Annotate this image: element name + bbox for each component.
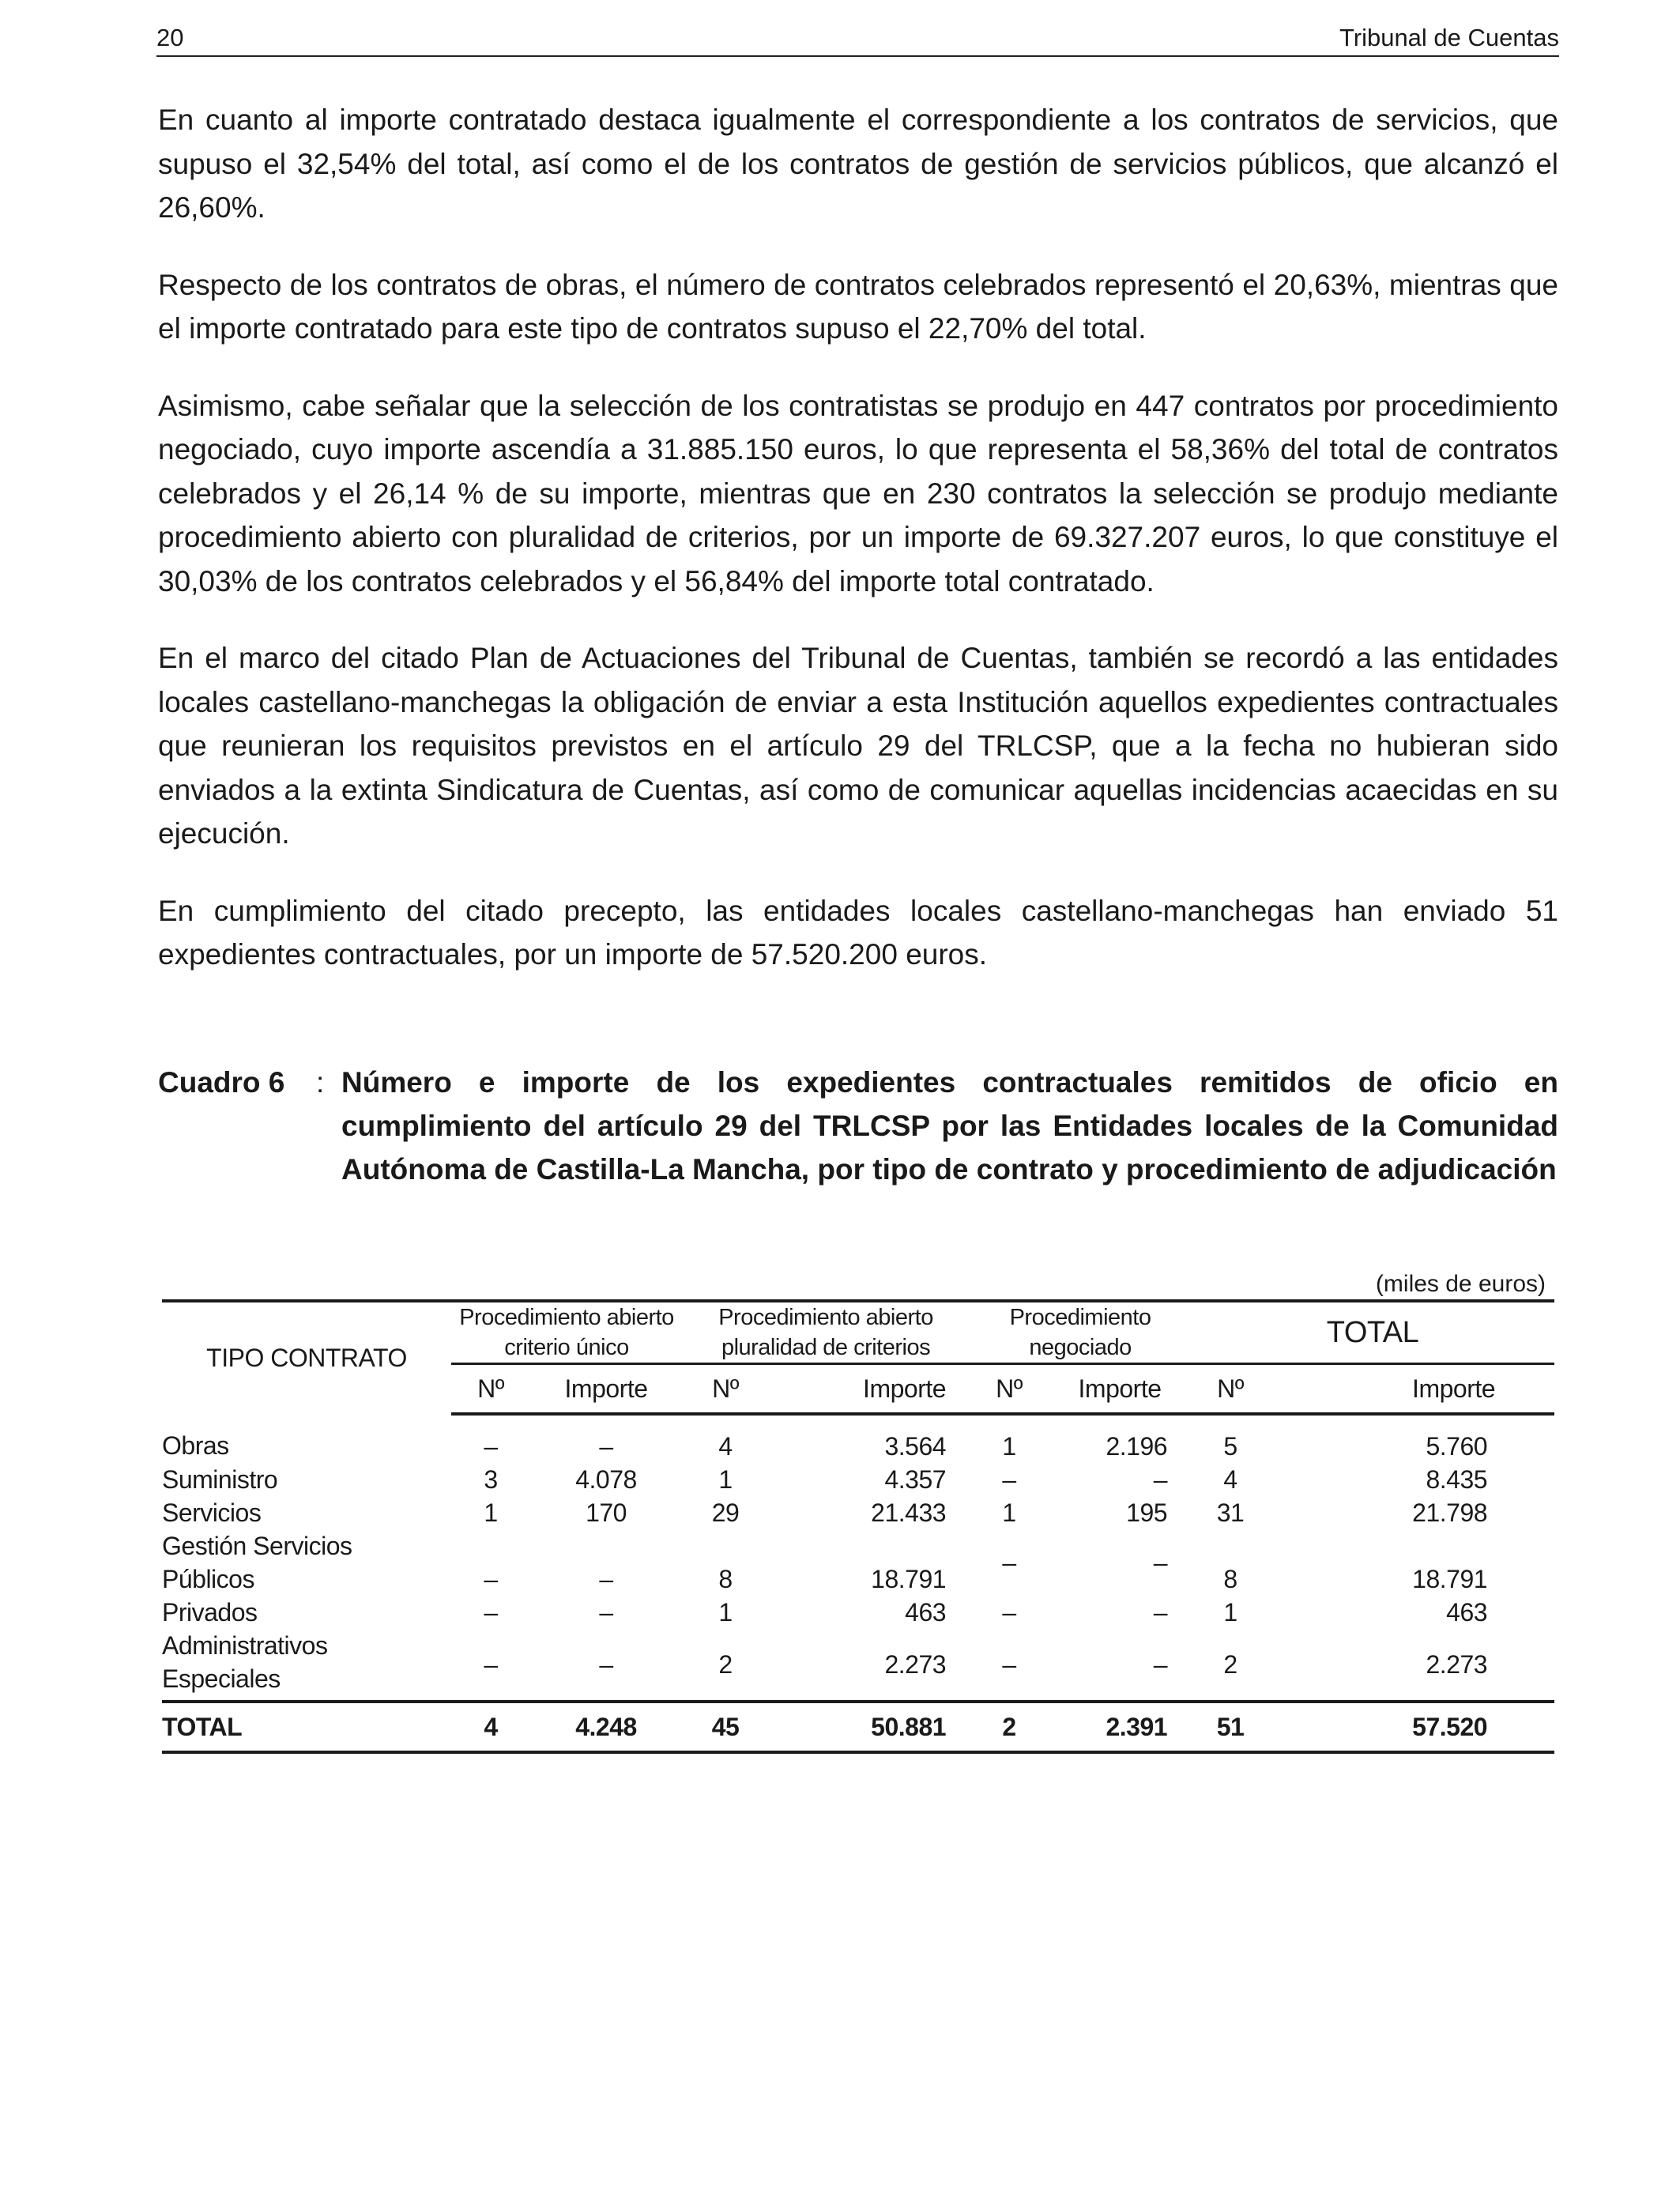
col-n: Nº (1191, 1364, 1270, 1415)
cell: 2 (718, 1650, 733, 1679)
row-label-line: Públicos (162, 1565, 254, 1593)
cell: 51 (1191, 1702, 1270, 1752)
cell: 18.791 (871, 1565, 947, 1593)
col-importe: Importe (530, 1364, 682, 1415)
paragraph: Asimismo, cabe señalar que la selección de los contratistas se produjo en 447 contratos por procedimiento negociado, cuyo importe ascendía a 31.885.150 euros, lo que representa el 58,36% del total de contratos celebrados y el 26,14 % de su importe, mientras que en 230 contratos la selección se produjo mediante procedimiento abierto con pluralidad de criterios, por un importe de 69.327.207 euros, lo que constituye el 30,03% de los contratos celebrados y el 56,84% del importe total contratado. (158, 389, 1558, 598)
cell: – (1002, 1598, 1016, 1627)
row-label (162, 1529, 451, 1596)
col-importe: Importe (1049, 1364, 1191, 1415)
cell: 3.564 (884, 1432, 947, 1461)
page-header (156, 21, 1559, 57)
table-row (162, 1414, 1554, 1463)
row-label-line: Especiales (162, 1664, 281, 1693)
cell: 4.078 (575, 1465, 637, 1494)
cell: – (484, 1565, 498, 1593)
cell: 195 (1126, 1498, 1168, 1527)
table-row (162, 1463, 1554, 1496)
cell: – (1153, 1598, 1168, 1627)
total-group-header: TOTAL (1191, 1301, 1554, 1364)
cell: 31 (1216, 1498, 1245, 1527)
group-header-negociado (970, 1301, 1191, 1364)
cell: 2.196 (1106, 1432, 1168, 1461)
paragraph: En el marco del citado Plan de Actuaciones del Tribunal de Cuentas, también se recordó a las entidades locales castellano-manchegas la obligación de enviar a esta Institución aquellos expedientes contractuales que reunieran los requisitos previstos en el artículo 29 del TRLCSP, que a la fecha no hubieran sido enviados a la extinta Sindicatura de Cuentas, así como de comunicar aquellas incidencias acaecidas en su ejecución. (158, 642, 1558, 850)
cell: 21.433 (871, 1498, 947, 1527)
caption-text: Número e importe de los expedientes contractuales remitidos de oficio en cumplimiento del artículo 29 del TRLCSP por las Entidades locales de la Comunidad Autónoma de Castilla-La Mancha, por tipo de contrato y procedimiento de adjudicación (341, 1066, 1558, 1186)
cell: – (1002, 1650, 1016, 1679)
cell: – (1002, 1465, 1016, 1494)
cell: 170 (586, 1498, 627, 1527)
cell: 2 (970, 1702, 1049, 1752)
row-label (162, 1629, 451, 1702)
cell: 2.391 (1049, 1702, 1191, 1752)
cell: 5.760 (1426, 1432, 1488, 1461)
cell: – (599, 1565, 613, 1593)
cell: 4 (1223, 1465, 1237, 1494)
cell: – (599, 1650, 613, 1679)
cell: – (599, 1598, 613, 1627)
group-header-abierto-pluralidad (682, 1301, 970, 1364)
table-row (162, 1629, 1554, 1702)
cell: 4 (451, 1702, 530, 1752)
contracts-table (162, 1299, 1554, 1754)
group-header-abierto-unico (451, 1301, 682, 1364)
row-label-line: Administrativos (162, 1631, 328, 1660)
cell: – (484, 1598, 498, 1627)
cell: 2 (1223, 1650, 1237, 1679)
group-line: Procedimiento (1009, 1305, 1151, 1330)
col-n: Nº (682, 1364, 769, 1415)
cell: 21.798 (1412, 1498, 1488, 1527)
caption-colon: : (316, 1066, 325, 1099)
cell: – (1002, 1548, 1016, 1577)
row-label: Suministro (162, 1465, 278, 1494)
cell: 29 (711, 1498, 740, 1527)
table-row (162, 1496, 1554, 1529)
group-line: Procedimiento abierto (459, 1305, 674, 1330)
cell: 1 (718, 1598, 733, 1627)
tipo-contrato-header: TIPO CONTRATO (162, 1301, 451, 1414)
cell: 463 (1446, 1598, 1488, 1627)
cell: 5 (1223, 1432, 1237, 1461)
cell: 463 (905, 1598, 947, 1627)
cell: 3 (484, 1465, 498, 1494)
cell: 45 (682, 1702, 769, 1752)
table-row (162, 1529, 1554, 1596)
total-row-label: TOTAL (162, 1702, 451, 1752)
cell: 1 (1002, 1498, 1016, 1527)
col-importe: Importe (769, 1364, 970, 1415)
cell: 4 (718, 1432, 733, 1461)
table-caption (158, 1061, 1558, 1191)
total-row (162, 1702, 1554, 1752)
cell: 1 (484, 1498, 498, 1527)
caption-label: Cuadro 6 (158, 1066, 285, 1099)
group-line: negociado (1029, 1335, 1132, 1360)
row-label-line: Gestión Servicios (162, 1532, 352, 1560)
row-label: Obras (162, 1431, 229, 1460)
cell: – (1153, 1548, 1168, 1577)
group-line: pluralidad de criterios (721, 1335, 931, 1360)
page-number: 20 (156, 24, 184, 51)
cell: 2.273 (884, 1650, 947, 1679)
row-label: Servicios (162, 1498, 262, 1527)
cell: 8.435 (1426, 1465, 1488, 1494)
cell: 8 (718, 1565, 733, 1593)
cell: 4.248 (530, 1702, 682, 1752)
cell: – (484, 1432, 498, 1461)
group-line: criterio único (504, 1335, 629, 1360)
cell: 8 (1223, 1565, 1237, 1593)
cell: 4.357 (884, 1465, 947, 1494)
row-label: Privados (162, 1598, 258, 1627)
col-n: Nº (970, 1364, 1049, 1415)
cell: 1 (1002, 1432, 1016, 1461)
cell: 1 (1223, 1598, 1237, 1627)
table-units: (miles de euros) (1375, 1271, 1546, 1297)
paragraph: En cumplimiento del citado precepto, las entidades locales castellano-manchegas han enviado 51 expedientes contractuales, por un importe de 57.520.200 euros. (158, 894, 1558, 971)
cell: 50.881 (769, 1702, 970, 1752)
cell: 57.520 (1270, 1702, 1554, 1752)
header-organization: Tribunal de Cuentas (1339, 24, 1559, 51)
paragraph: Respecto de los contratos de obras, el número de contratos celebrados representó el 20,63%, mientras que el importe contratado para este tipo de contratos supuso el 22,70% del total. (158, 268, 1558, 345)
col-n: Nº (451, 1364, 530, 1415)
table-row (162, 1596, 1554, 1629)
body-text (158, 98, 1558, 1010)
col-importe: Importe (1270, 1364, 1554, 1415)
cell: – (484, 1650, 498, 1679)
cell: – (599, 1432, 613, 1461)
cell: 1 (718, 1465, 733, 1494)
cell: – (1153, 1465, 1168, 1494)
group-line: Procedimiento abierto (718, 1305, 933, 1330)
cell: – (1153, 1650, 1168, 1679)
cell: 18.791 (1412, 1565, 1488, 1593)
cell: 2.273 (1426, 1650, 1488, 1679)
paragraph: En cuanto al importe contratado destaca igualmente el correspondiente a los contratos de servicios, que supuso el 32,54% del total, así como el de los contratos de gestión de servicios públicos, que alcanzó el 26,60%. (158, 104, 1558, 224)
